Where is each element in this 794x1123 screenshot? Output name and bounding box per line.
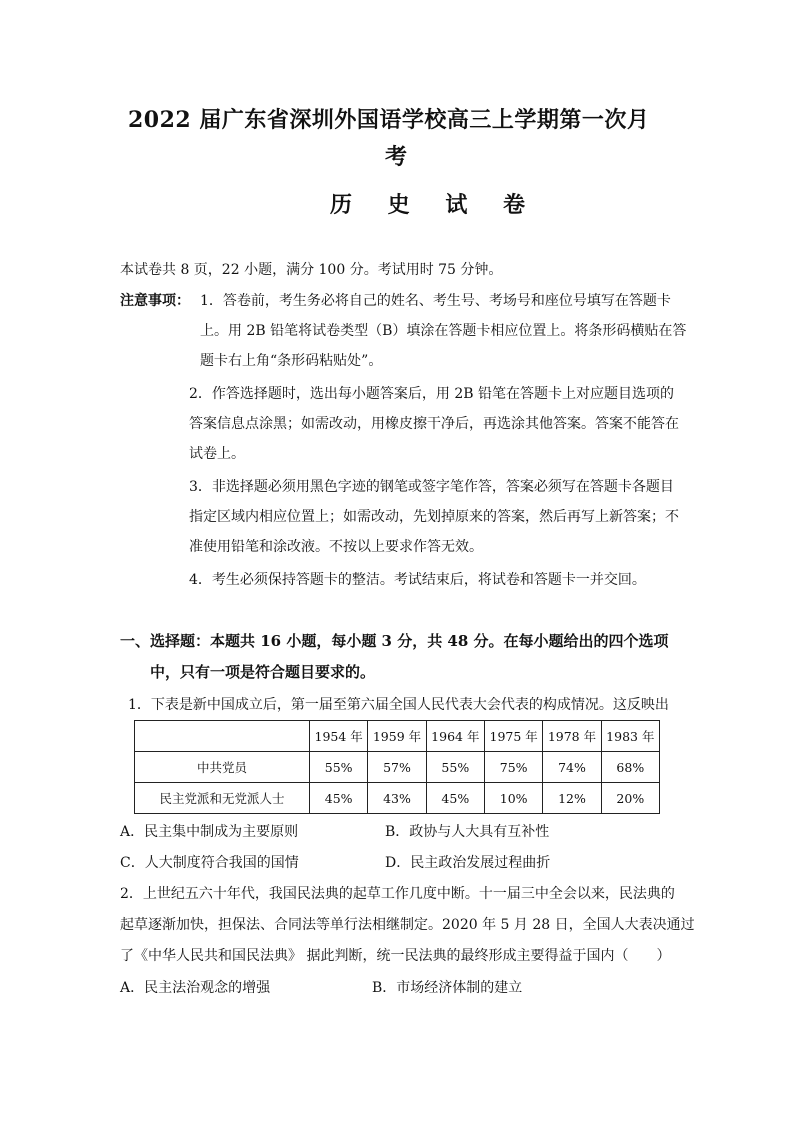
note-2-line-3: 试卷上。 [189, 446, 245, 462]
question-2-line-2: 起草逐渐加快，担保法、合同法等单行法相继制定。2020 年 5 月 28 日，全国人大表决通过 [120, 917, 695, 933]
table-cell: 20% [601, 783, 659, 814]
question-2-line-3: 了《中华人民共和国民法典》 据此判断，统一民法典的最终形成主要得益于国内（ ） [120, 948, 671, 964]
table-header-cell: 1978 年 [543, 721, 601, 752]
table-cell: 68% [601, 752, 659, 783]
intro-text: 本试卷共 8 页，22 小题，满分 100 分。考试用时 75 分钟。 [120, 262, 503, 278]
table-cell: 中共党员 [135, 752, 310, 783]
table-cell: 75% [484, 752, 542, 783]
table-cell: 民主党派和无党派人士 [135, 783, 310, 814]
note-3-line-3: 准使用铅笔和涂改液。不按以上要求作答无效。 [189, 539, 483, 555]
question-1-option-d: D．民主政治发展过程曲折 [385, 855, 551, 871]
table-cell: 10% [484, 783, 542, 814]
question-1-option-a: A．民主集中制成为主要原则 [120, 824, 299, 840]
table-header-row [135, 721, 660, 752]
note-2-line-1: 2．作答选择题时，选出每小题答案后，用 2B 铅笔在答题卡上对应题目选项的 [189, 386, 675, 402]
note-3-line-2: 指定区域内相应位置上；如需改动，先划掉原来的答案，然后再写上新答案；不 [189, 509, 679, 525]
table-cell: 74% [543, 752, 601, 783]
question-2-line-1: 2．上世纪五六十年代，我国民法典的起草工作几度中断。十一届三中全会以来，民法典的 [120, 886, 675, 902]
table-header-cell: 1964 年 [426, 721, 484, 752]
table-cell: 57% [368, 752, 426, 783]
question-2-option-a: A．民主法治观念的增强 [120, 980, 271, 996]
table-cell: 55% [426, 752, 484, 783]
note-1-line-3: 题卡右上角“条形码粘贴处”。 [200, 353, 383, 369]
section-1-heading-line-1: 一、选择题：本题共 16 小题，每小题 3 分，共 48 分。在每小题给出的四个选项 [120, 632, 669, 650]
table-row [135, 783, 660, 814]
question-1-option-c: C．人大制度符合我国的国情 [120, 855, 299, 871]
table-header-cell: 1983 年 [601, 721, 659, 752]
note-1-line-2: 上。用 2B 铅笔将试卷类型（B）填涂在答题卡相应位置上。将条形码横贴在答 [200, 323, 687, 339]
table-header-cell: 1954 年 [310, 721, 368, 752]
note-2-line-2: 答案信息点涂黑；如需改动，用橡皮擦干净后，再选涂其他答案。答案不能答在 [189, 416, 679, 432]
exam-subtitle: 历 史 试 卷 [330, 192, 539, 218]
section-1-heading-line-2: 中，只有一项是符合题目要求的。 [150, 663, 376, 681]
note-4-line-1: 4．考生必须保持答题卡的整洁。考试结束后，将试卷和答题卡一并交回。 [189, 572, 646, 588]
table-header-cell [135, 721, 310, 752]
table-cell: 12% [543, 783, 601, 814]
table-row [135, 752, 660, 783]
table-cell: 45% [310, 783, 368, 814]
note-3-line-1: 3．非选择题必须用黑色字迹的钢笔或签字笔作答，答案必须写在答题卡各题目 [189, 479, 674, 495]
question-1-option-b: B．政协与人大具有互补性 [385, 824, 550, 840]
question-2-option-b: B．市场经济体制的建立 [372, 980, 523, 996]
table-cell: 45% [426, 783, 484, 814]
table-cell: 55% [310, 752, 368, 783]
exam-title-line2: 考 [385, 144, 408, 170]
notes-label: 注意事项： [120, 293, 190, 309]
question-1-stem: 1．下表是新中国成立后，第一届至第六届全国人民代表大会代表的构成情况。这反映出 [128, 697, 669, 713]
table-cell: 43% [368, 783, 426, 814]
question-1-table [134, 720, 660, 814]
table-header-cell: 1975 年 [484, 721, 542, 752]
exam-title-line1: 2022 届广东省深圳外国语学校高三上学期第一次月 [128, 107, 650, 133]
note-1-line-1: 1．答卷前，考生务必将自己的姓名、考生号、考场号和座位号填写在答题卡 [200, 293, 671, 309]
table-header-cell: 1959 年 [368, 721, 426, 752]
